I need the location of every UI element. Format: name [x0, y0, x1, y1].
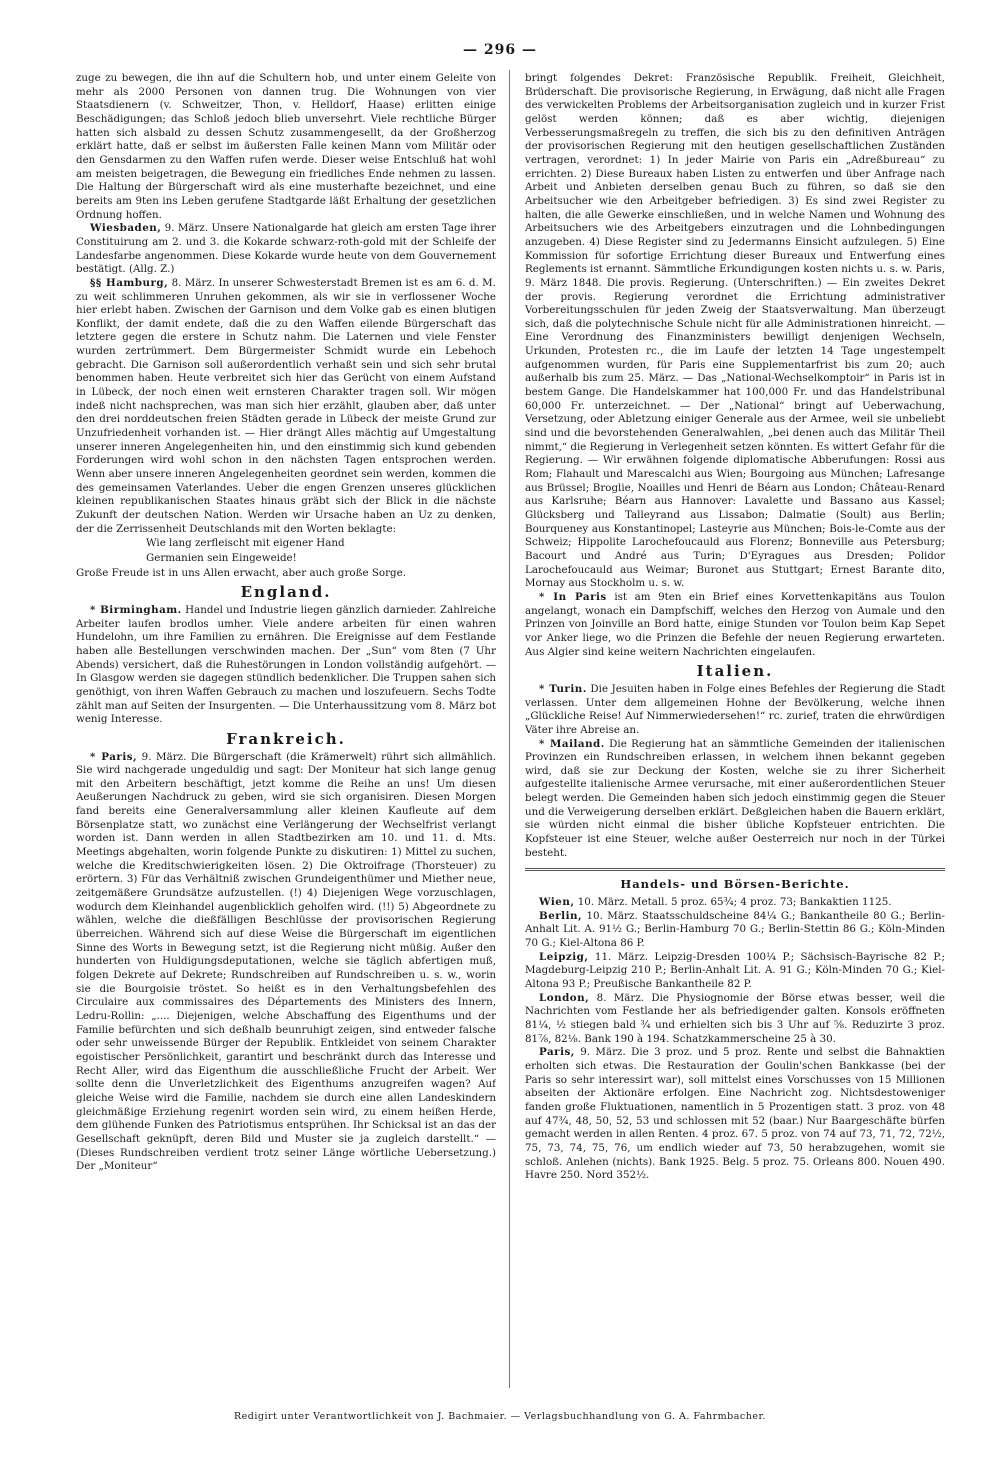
market-text: 10. März. Metall. 5 proz. 65¾; 4 proz. 73; Bankaktien 1125. [577, 896, 892, 909]
market-report [525, 992, 945, 1047]
dateline-city: Wiesbaden, [90, 222, 162, 235]
market-text: 10. März. Staatsschuldscheine 84¼ G.; Bankantheile 80 G.; Berlin-Anhalt Lit. A. 91½ G.; Berlin-Hamburg 70 G.; Berlin-Stettin 86 G.; Köln-Minden 70 G.; Kiel-Altona 86 P. [525, 909, 945, 950]
article-paragraph: zuge zu bewegen, die ihn auf die Schultern hob, und unter einem Geleite von mehr als 2000 Personen von dannen trug. Die Wohnungen von vier Staatsdienern (v. Schweitzer, Thon, v. Helldorf, Haase) erlitten einige Beschädigungen; das Schloß jedoch blieb unversehrt. Viele rechtliche Bürger hatten sich alsbald zu dessen Schutz zusammengesellt, da der Großherzog erklärt hatte, daß er selbst im äußersten Falle keinen Mann vom Militär oder den Gensdarmen zu den Waffen rufen werde. Dieser weise Entschluß hat wohl am meisten beigetragen, die Bewegung ein friedliches Ende nehmen zu lassen. Die Haltung der Bürgerschaft wird als eine musterhafte bezeichnet, und eine bereits am 9ten ins Leben gerufene Stadtgarde läßt Erhaltung der gesetzlichen Ordnung hoffen. [76, 72, 496, 221]
article-paragraph [525, 591, 945, 659]
poem-line: Wie lang zerfleischt mit eigener Hand [146, 537, 345, 550]
article-text: Die Jesuiten haben in Folge eines Befehles der Regierung die Stadt verlassen. Unter dem allgemeinen Hohne der Bevölkerung, welche ihnen „Glückliche Reise! Auf Nimmerwiedersehen!“ rc. zurief, traten die ehrwürdigen Väter ihre Abreise an. [525, 682, 945, 736]
article-paragraph [525, 683, 945, 738]
dateline-city: Berlin, [539, 909, 583, 922]
dateline-city: * Paris, [90, 750, 138, 763]
market-report [525, 951, 945, 992]
article-paragraph [525, 738, 945, 861]
dateline-city: * Turin. [539, 682, 587, 695]
dateline-city: London, [539, 991, 590, 1004]
dateline-city: * In Paris [539, 590, 607, 603]
section-heading-frankreich: Frankreich. [226, 729, 346, 748]
market-text: 9. März. Die 3 proz. und 5 proz. Rente und selbst die Bahnaktien erholten sich etwas. Die Restauration der Goulin'schen Bankkasse (bei der Paris so sehr interessirt war), soll mittelst eines Vorschusses von 15 Millionen abseiten der Aktionäre erfolgen. Eine Nachricht zog. Nichtsdestoweniger fanden große Fluktuationen, namentlich in 5 Prozentigen statt. 3 proz. von 48 auf 47¾, 48, 50, 52, 53 und schlossen mit 52 (baar.) Nur Baargeschäfte bürfen gemacht werden in allen Renten. 4 proz. 67. 5 proz. von 74 auf 73, 71, 72, 72½, 75, 73, 74, 75, 76, um endlich wieder auf 73, 50 herabzugehen, womit sie schloß. Anlehen (nichts). Bank 1925. Belg. 5 proz. 75. Orleans 800. Nouen 490. Havre 250. Nord 352½. [525, 1046, 945, 1182]
dateline-city: §§ Hamburg, [90, 276, 169, 289]
article-paragraph [76, 277, 496, 536]
market-report [525, 910, 945, 951]
section-heading-italien: Italien. [696, 662, 774, 681]
left-column [76, 72, 496, 1390]
article-text: 9. März. Unsere Nationalgarde hat gleich am ersten Tage ihrer Constituirung am 2. und 3. die Kokarde schwarz-roth-gold mit der Schleife der Landesfarbe angenommen. Diese Kokarde wurde heute von dem Gouvernement bestätigt. (Allg. Z.) [76, 222, 496, 276]
page-number: — 296 — [463, 42, 537, 58]
article-text: Die Regierung hat an sämmtliche Gemeinden der italienischen Provinzen ein Rundschreiben erlassen, in welchem ihnen bekannt gegeben wird, daß sie zur Deckung der Kosten, welche sie zu ihrer Sicherheit aufgestellte italienische Armee verursache, mit einer außerordentlichen Steuer belegt werden. Die Gemeinden haben sich jedoch einstimmig gegen die Steuer und die Verweigerung derselben erklärt. Deßgleichen haben die Bauern erklärt, sie würden nicht einmal die bisher übliche Kopfsteuer entrichten. Die Kopfsteuer ist eine Steuer, welche außer Oesterreich nur noch in der Türkei besteht. [525, 737, 945, 859]
market-report [525, 1046, 945, 1183]
article-text: Handel und Industrie liegen gänzlich darnieder. Zahlreiche Arbeiter laufen brodlos umher. Viele andere arbeiten für einen wahren Hundelohn, um ihre Familien zu ernähren. Die Ereignisse auf dem Festlande haben alle Bestellungen verschwinden machen. Der „Sun“ vom 8ten (7 Uhr Abends) versichert, daß die Ruhestörungen in London vollständig aufgehört. — In Glasgow werden sie dagegen stündlich bedenklicher. Die Truppen sahen sich genöthigt, von ihren Waffen Gebrauch zu machen und loszufeuern. Sechs Todte zählt man auf Seiten der Insurgenten. — Die Unterhaussitzung vom 8. März bot wenig Interesse. [76, 603, 496, 726]
dateline-city: Paris, [539, 1046, 575, 1059]
article-paragraph [76, 751, 496, 1174]
article-text: ist am 9ten ein Brief eines Korvettenkapitäns aus Toulon angelangt, wonach ein Dampfschiff, welches den Herzog von Aumale und den Prinzen von Joinville an Bord hatte, einige Stunden vor Toulon beim Kap Sepet vor Anker liege, wo die Prinzen die Befehle der neuen Regierung erwarteten. Aus Algier sind keine weitern Nachrichten eingelaufen. [525, 590, 945, 658]
section-rule [525, 868, 945, 871]
dateline-city: * Mailand. [539, 737, 605, 750]
market-text: 11. März. Leipzig-Dresden 100¼ P.; Sächsisch-Bayrische 82 P.; Magdeburg-Leipzig 210 P.; Berlin-Anhalt Lit. A. 91 G.; Köln-Minden 70 G.; Kiel-Altona 93 P.; Preußische Bankantheile 82 P. [525, 950, 945, 990]
market-text: 8. März. Die Physiognomie der Börse etwas besser, weil die Nachrichten vom Festlande her als befriedigender galten. Konsols eröffneten 81¼, ½ stiegen bald ¾ und erhielten sich bis 3 Uhr auf ⅝. Reduzirte 3 proz. 81⅞, 82⅛. Bank 190 à 194. Schatzkammerscheine 25 à 30. [525, 991, 945, 1045]
poem-line: Germanien sein Eingeweide! [146, 551, 297, 564]
article-text: 8. März. In unserer Schwesterstadt Bremen ist es am 6. d. M. zu weit schlimmeren Unruhen gekommen, als wir sie in verflossener Woche hier erlebt haben. Zwischen der Garnison und dem Volke gab es einen blutigen Konflikt, der damit endete, daß die zu den Waffen eilende Bürgerschaft das letztere gegen die erstere in Schutz nahm. Die Laternen und viele Fenster wurden zertrümmert. Dem Bürgermeister Schmidt wurde ein Lebehoch gebracht. Die Garnison soll außerordentlich verhaßt sein und sich sehr brutal benommen haben. Heute verbreitet sich hier das Gerücht von einem Aufstand in Lübeck, der noch einen weit ernsteren Charakter tragen soll. Wir mögen indeß nicht nachsprechen, was man sich hier erzählt, glauben aber, daß unter den drei norddeutschen freien Städten gerade in Lübeck der meiste Grund zur Unzufriedenheit vorhanden ist. — Hier drängt Alles mächtig auf Umgestaltung unserer inneren Angelegenheiten hin, und den einstimmig sich kund gebenden Forderungen wird wohl schon in den nächsten Tagen entsprochen werden. Wenn aber unsere inneren Angelegenheiten geordnet sein werden, kommen die des gemeinsamen Vaterlandes. Ueber die engen Grenzen unseres glücklichen kleinen republikanischen Staates hinaus gräbt sich der Blick in die nächste Zukunft der deutschen Nation. Werden wir Ursache haben an Uz zu denken, der die Zerrissenheit Deutschlands mit den Worten beklagte: [76, 276, 496, 535]
imprint-footer: Redigirt unter Verantwortlichkeit von J. Bachmaier. — Verlagsbuchhandlung von G. A. Fahrmbacher. [234, 1411, 766, 1422]
dateline-city: Wien, [539, 896, 575, 909]
article-paragraph: Große Freude ist in uns Allen erwacht, aber auch große Sorge. [76, 566, 406, 579]
section-heading-england: England. [240, 583, 332, 602]
column-divider [509, 70, 510, 1388]
dateline-city: * Birmingham. [90, 603, 182, 616]
market-report [525, 896, 945, 910]
right-column [525, 72, 945, 1390]
section-heading-boersen: Handels- und Börsen-Berichte. [620, 877, 850, 892]
article-paragraph [76, 604, 496, 727]
dateline-city: Leipzig, [539, 950, 589, 963]
article-text: 9. März. Die Bürgerschaft (die Krämerwelt) rührt sich allmählich. Sie wird nachgerade ungeduldig und sagt: Der Moniteur hat sich lange genug mit den Arbeitern beschäftigt, jetzt komme die Reihe an uns! Um diesen Aeußerungen Nachdruck zu geben, wird sie sich organisiren. Diesen Morgen fand bereits eine Generalversammlung aller kleinen Kaufleute auf dem Börsenplatze statt, wo zunächst eine Verlängerung der Wechselfrist verlangt worden ist. Dann werden in allen Stadtbezirken am 10. und 11. d. Mts. Meetings abgehalten, worin folgende Punkte zu diskutiren: 1) Mittel zu suchen, welche die Kreditschwierigkeiten lösen. 2) Die Oktroifrage (Thorsteuer) zu erörtern. 3) Für das Verhältniß zwischen Grundeigenthümer und Miether neue, zeitgemäßere Grundsätze aufzustellen. (!) 4) Diejenigen Wege vorzuschlagen, wodurch dem Kleinhandel augenblicklich geholfen wird. (!!) 5) Abgeordnete zu wählen, welche die dießfälligen Beschlüsse der provisorischen Regierung überreichen. Während sich auf diese Weise die Bürgerschaft im eigentlichen Sinne des Worts in Bewegung setzt, ist die Regierung nicht müßig. Außer den hunderten von Huldigungsdeputationen, welche sie täglich abfertigen muß, folgen Dekrete auf Dekrete; Rundschreiben auf Rundschreiben u. s. w., worin sie die Bourgoisie tröstet. So heißt es in den Verhaltungsbefehlen des Circulaire aux commissaires des Départements des Ministers des Innern, Ledru-Rollin: „.... Diejenigen, welche Abschaffung des Eigenthums und der Familie befürchten und sich deßhalb beunruhigt zeigen, sind entweder falsche oder sehr unweissende Bürger der Republik. Entkleidet von seinem Charakter egoistischer Persönlichkeit, garantirt und beschränkt durch das Interesse und Recht Aller, wird das Eigenthum die ausschließliche Frucht der Arbeit. Wer sollte denn die Unverletzlichkeit des Eigenthums anzugreifen wagen? Auf gleiche Weise wird die Familie, nachdem sie durch eine allen Landeskindern gleichmäßige Erziehung regenirt worden sein wird, zu einem heißen Herde, dem glühende Funken des Patriotismus entsprühen. Ihr Schicksal ist an das der Gesellschaft geknüpft, deren Bild und Muster sie ja zugleich darstellt.“ — (Dieses Rundschreiben verdient trotz seiner Länge wörtliche Uebersetzung.) Der „Moniteur“ [76, 750, 496, 1173]
article-paragraph [76, 222, 496, 277]
article-paragraph: bringt folgendes Dekret: Französische Republik. Freiheit, Gleichheit, Brüderschaft. Die provisorische Regierung, in Erwägung, daß nicht alle Fragen des verwickelten Problems der Arbeitsorganisation zugleich und in kurzer Frist gelöst werden können; daß es aber wichtig, diejenigen Verbesserungsmaßregeln zu treffen, die sich bis zu den definitiven Anträgen der provisorischen Regierung mit den heutigen gesellschaftlichen Zuständen vertragen, verordnet: 1) In jeder Mairie von Paris ein „Adreßbureau“ zu errichten. 2) Diese Bureaux haben Listen zu entwerfen und über Anfrage nach Arbeit und Anbieten derselben genau Buch zu führen, so daß sie den Arbeitsucher wie den Arbeitgeber befriedigen. 3) Es sind zwei Register zu halten, die alle Gewerke einschließen, und in welche Namen und Wohnung des Arbeitsuchers wie des Arbeitgebers einzutragen und die Lohnbedingungen anzugeben. 4) Diese Register sind zu Jedermanns Einsicht aufzulegen. 5) Eine Kommission für sofortige Errichtung dieser Bureaux und Entwerfung eines Reglements ist ernannt. Sämmtliche Erkundigungen kosten nichts u. s. w. Paris, 9. März 1848. Die provis. Regierung. (Unterschriften.) — Ein zweites Dekret der provis. Regierung verordnet die Errichtung administrativer Vorbereitungsschulen für jeden Zweig der Staatsverwaltung. Man überzeugt sich, daß die polytechnische Schule nicht für alle Administrationen hinreicht. — Eine Verordnung des Finanzministers bewilligt denjenigen Wechseln, Urkunden, Protesten rc., die im Laufe der letzten 14 Tage ungestempelt aufgenommen wurden, für Paris eine Supplementarfrist bis zum 20; auch außerhalb bis zum 25. März. — Das „National-Wechselkomptoir“ in Paris ist in bestem Gange. Die Handelskammer hat 100,000 Fr. und das Handelstribunal 60,000 Fr. unterzeichnet. — Der „National“ bringt auf Ueberwachung, Versetzung, oder Abletzung einiger Generale aus der Armee, weil sie unbeliebt sind und die bevorstehenden Generalwahlen, „bei denen auch das Militär Theil nimmt,“ die Regierung in Verlegenheit setzen könnten. Es wittert Gefahr für die Regierung. — Wir erwähnen folgende diplomatische Abberufungen: Rossi aus Rom; Flahault und Marescalchi aus Wien; Bourgoing aus München; Lafresange aus Brüssel; Broglie, Noailles und Henri de Béarn aus London; Château-Renard aus Karlsruhe; Béarn aus Hannover: Lavalette und Bassano aus Kassel; Glücksberg und Talleyrand aus Lissabon; Dalmatie (Soult) aus Berlin; Bourqueney aus Konstantinopel; Lasteyrie aus München; Bois-le-Comte aus der Schweiz; Hippolite Larochefoucauld aus Florenz; Bonneville aus Petersburg; Bacourt und André aus Turin; D'Eyragues aus Dresden; Polidor Larochefoucauld aus Weimar; Buronet aus Stuttgart; Ernest Barante dito, Mornay aus Stockholm u. s. w. [525, 72, 945, 590]
